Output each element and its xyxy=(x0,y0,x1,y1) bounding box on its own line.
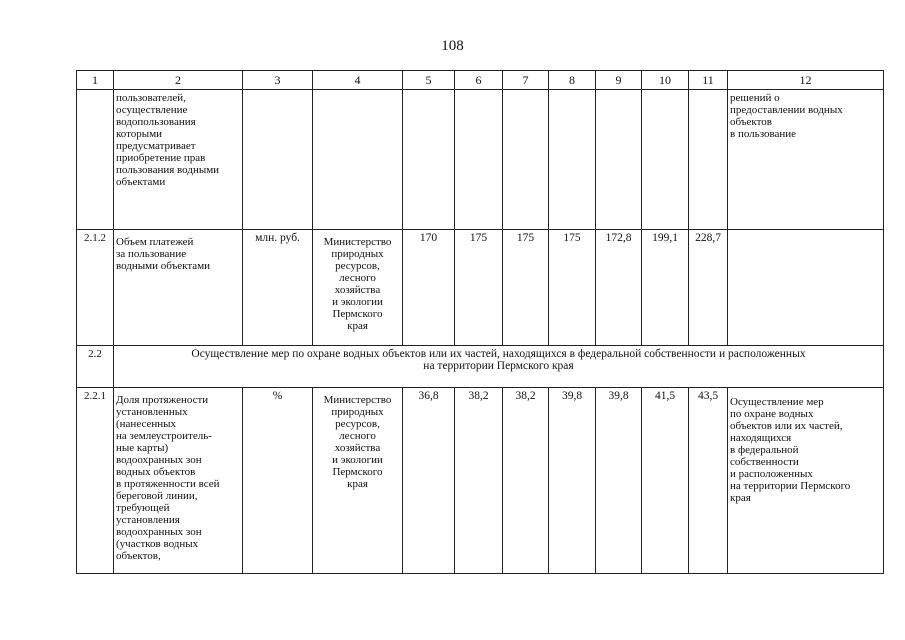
cell-value: 172,8 xyxy=(596,230,642,346)
header-cell: 1 xyxy=(77,71,114,90)
cell-empty xyxy=(503,90,549,230)
cell-row-number: 2.1.2 xyxy=(77,230,114,346)
cell-section-title: Осуществление мер по охране водных объектов или их частей, находящихся в федеральной собственности и расположенных на территории Пермского края xyxy=(114,346,884,388)
cell-empty xyxy=(728,230,884,346)
cell-value: 175 xyxy=(503,230,549,346)
header-cell: 3 xyxy=(243,71,313,90)
cell-note: решений о предоставлении водных объектов в пользование xyxy=(728,90,884,230)
header-cell: 6 xyxy=(455,71,503,90)
cell-value: 38,2 xyxy=(503,388,549,574)
page-number: 108 xyxy=(441,38,464,54)
cell-note: Осуществление мер по охране водных объектов или их частей, находящихся в федеральной собственности и расположенных на территории Пермского края xyxy=(728,388,884,574)
cell-empty xyxy=(77,90,114,230)
cell-executor: Министерство природных ресурсов, лесного хозяйства и экологии Пермского края xyxy=(313,388,403,574)
cell-indicator-name: пользователей, осуществление водопользования которыми предусматривает приобретение прав пользования водными объектами xyxy=(114,90,243,230)
header-cell: 5 xyxy=(403,71,455,90)
cell-value: 36,8 xyxy=(403,388,455,574)
cell-empty xyxy=(596,90,642,230)
cell-value: 175 xyxy=(455,230,503,346)
header-cell: 8 xyxy=(549,71,596,90)
cell-value: 175 xyxy=(549,230,596,346)
cell-empty xyxy=(455,90,503,230)
cell-value: 39,8 xyxy=(596,388,642,574)
cell-empty xyxy=(313,90,403,230)
cell-value: 199,1 xyxy=(642,230,689,346)
cell-value: 41,5 xyxy=(642,388,689,574)
table-row-2-2 xyxy=(77,346,884,388)
header-cell: 9 xyxy=(596,71,642,90)
cell-value: 170 xyxy=(403,230,455,346)
table-header-row xyxy=(77,71,884,90)
header-cell: 10 xyxy=(642,71,689,90)
cell-value: 38,2 xyxy=(455,388,503,574)
table-row-2-2-1 xyxy=(77,388,884,574)
cell-indicator-name: Доля протяжености установленных (нанесенных на землеустроитель- ные карты) водоохранных зон водных объектов в протяженности всей береговой линии, требующей установления водоохранных зон (участков водных объектов, xyxy=(114,388,243,574)
table-row-continued xyxy=(77,90,884,230)
cell-row-number: 2.2.1 xyxy=(77,388,114,574)
cell-empty xyxy=(549,90,596,230)
cell-empty xyxy=(243,90,313,230)
header-cell: 2 xyxy=(114,71,243,90)
cell-value: 39,8 xyxy=(549,388,596,574)
cell-unit: % xyxy=(243,388,313,574)
cell-executor: Министерство природных ресурсов, лесного хозяйства и экологии Пермского края xyxy=(313,230,403,346)
cell-unit: млн. руб. xyxy=(243,230,313,346)
table-row-2-1-2 xyxy=(77,230,884,346)
cell-empty xyxy=(689,90,728,230)
header-cell: 11 xyxy=(689,71,728,90)
cell-empty xyxy=(642,90,689,230)
indicators-table xyxy=(76,70,884,574)
cell-value: 43,5 xyxy=(689,388,728,574)
cell-value: 228,7 xyxy=(689,230,728,346)
cell-indicator-name: Объем платежей за пользование водными объектами xyxy=(114,230,243,346)
cell-empty xyxy=(403,90,455,230)
cell-row-number: 2.2 xyxy=(77,346,114,388)
header-cell: 4 xyxy=(313,71,403,90)
header-cell: 7 xyxy=(503,71,549,90)
header-cell: 12 xyxy=(728,71,884,90)
